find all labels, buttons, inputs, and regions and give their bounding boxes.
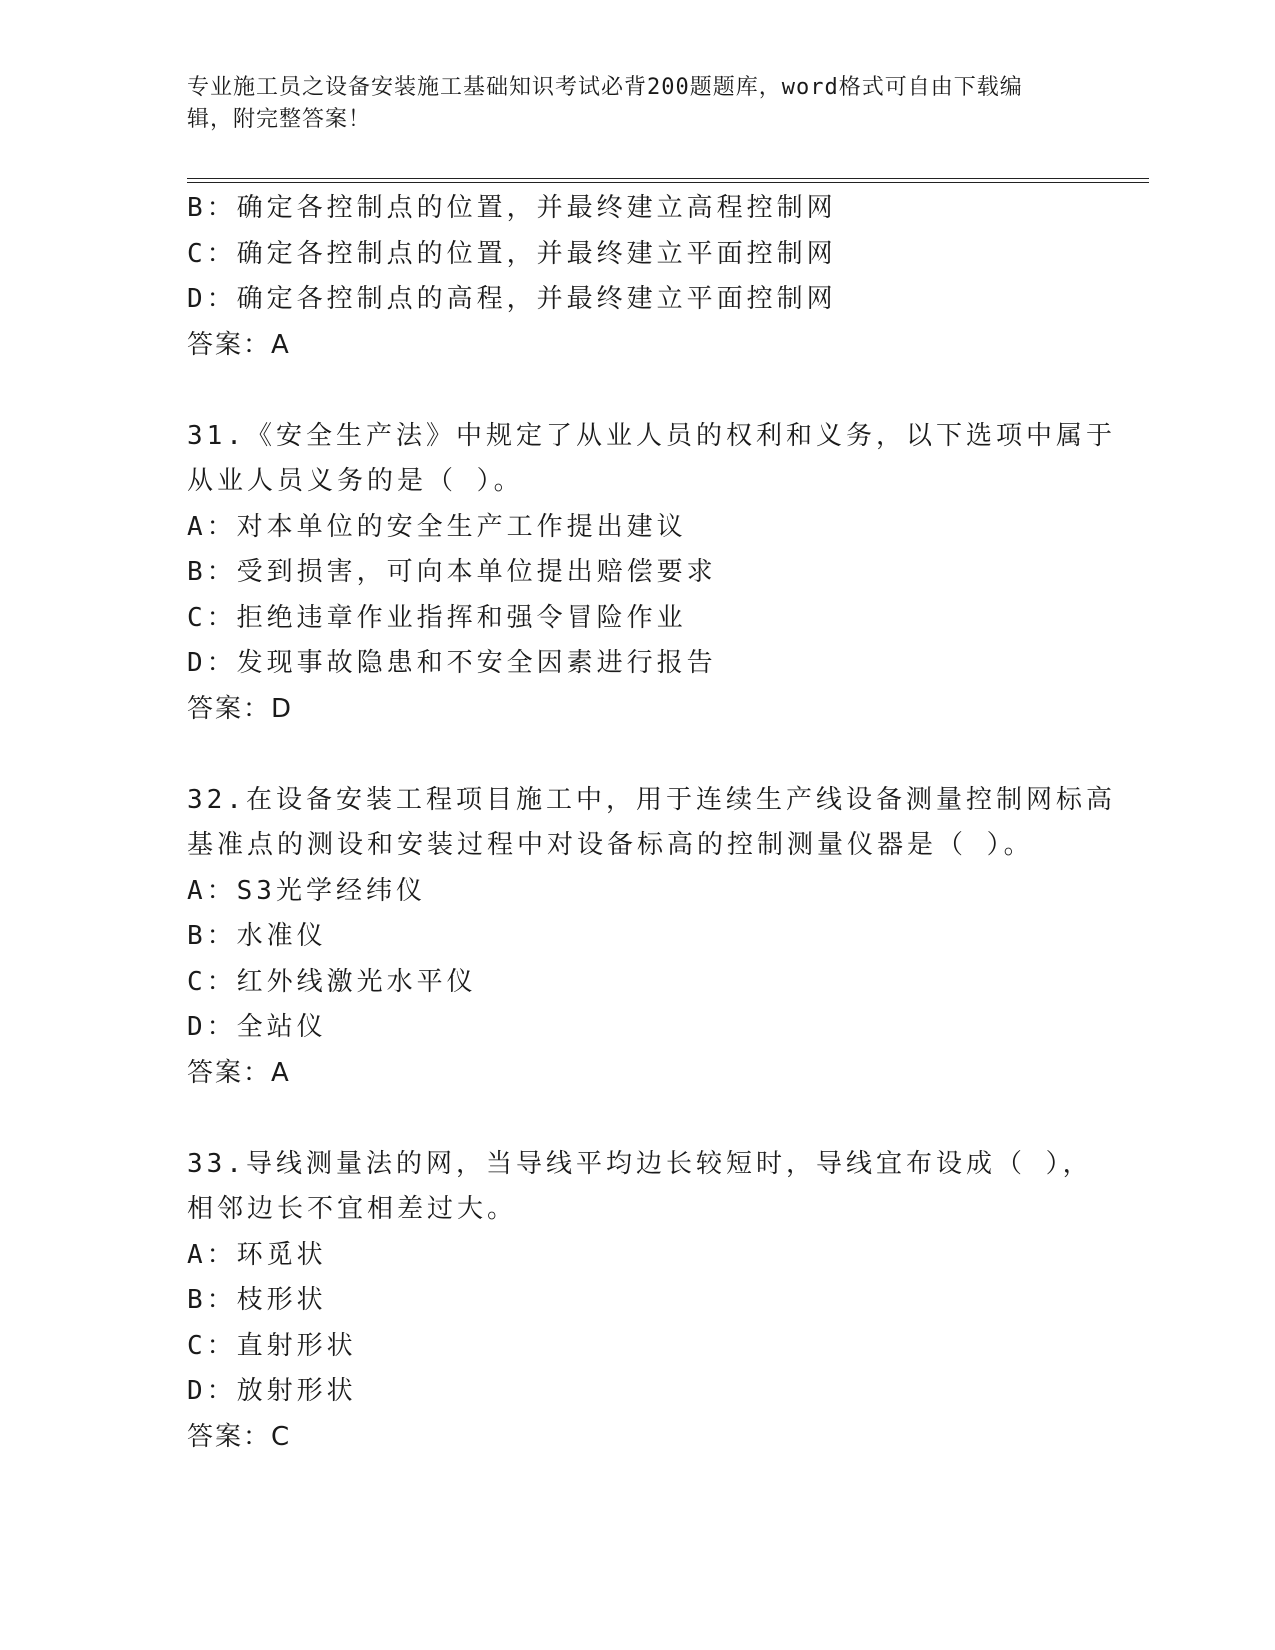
option-c: C：确定各控制点的位置，并最终建立平面控制网 (187, 238, 837, 269)
header-double-rule (187, 178, 1149, 183)
answer-line: 答案：A (187, 1057, 291, 1088)
question-stem-line-2: 相邻边长不宜相差过大。 (187, 1194, 518, 1224)
option-c: C：拒绝违章作业指挥和强令冒险作业 (187, 602, 687, 633)
question-stem-line-2: 从业人员义务的是（ ）。 (187, 466, 524, 496)
option-d: D：确定各控制点的高程，并最终建立平面控制网 (187, 284, 837, 314)
partial-question (187, 186, 1087, 368)
answer-line: 答案：A (187, 329, 291, 360)
option-d: D：全站仪 (187, 1012, 327, 1042)
question-33 (187, 1142, 1093, 1461)
option-c: C：红外线激光水平仪 (187, 966, 477, 997)
document-header-title: 专业施工员之设备安装施工基础知识考试必背200题题库，word格式可自由下载编辑，附完整答案！ (187, 75, 1023, 132)
answer-line: 答案：D (187, 693, 294, 724)
option-d: D：发现事故隐患和不安全因素进行报告 (187, 648, 717, 678)
question-stem-line-1: 32.在设备安装工程项目施工中，用于连续生产线设备测量控制网标高 (187, 784, 1116, 815)
question-stem-line-2: 基准点的测设和安装过程中对设备标高的控制测量仪器是（ ）。 (187, 830, 1034, 860)
question-content (187, 186, 1116, 1460)
option-a: A：S3光学经纬仪 (187, 875, 426, 906)
question-stem-line-1: 33.导线测量法的网，当导线平均边长较短时，导线宜布设成（ ）， (187, 1148, 1093, 1179)
question-stem-line-1: 31.《安全生产法》中规定了从业人员的权利和义务，以下选项中属于 (187, 420, 1116, 451)
option-b: B：确定各控制点的位置，并最终建立高程控制网 (187, 193, 837, 223)
spacer (187, 732, 1087, 778)
option-a: A：对本单位的安全生产工作提出建议 (187, 511, 687, 542)
option-a: A：环觅状 (187, 1239, 327, 1270)
option-d: D：放射形状 (187, 1376, 357, 1406)
option-b: B：水准仪 (187, 921, 327, 951)
question-32 (187, 778, 1116, 1097)
option-b: B：枝形状 (187, 1285, 327, 1315)
option-c: C：直射形状 (187, 1330, 357, 1361)
question-31 (187, 414, 1116, 733)
option-b: B：受到损害，可向本单位提出赔偿要求 (187, 557, 717, 587)
spacer (187, 368, 1087, 414)
spacer (187, 1096, 1087, 1142)
answer-line: 答案：C (187, 1421, 292, 1452)
